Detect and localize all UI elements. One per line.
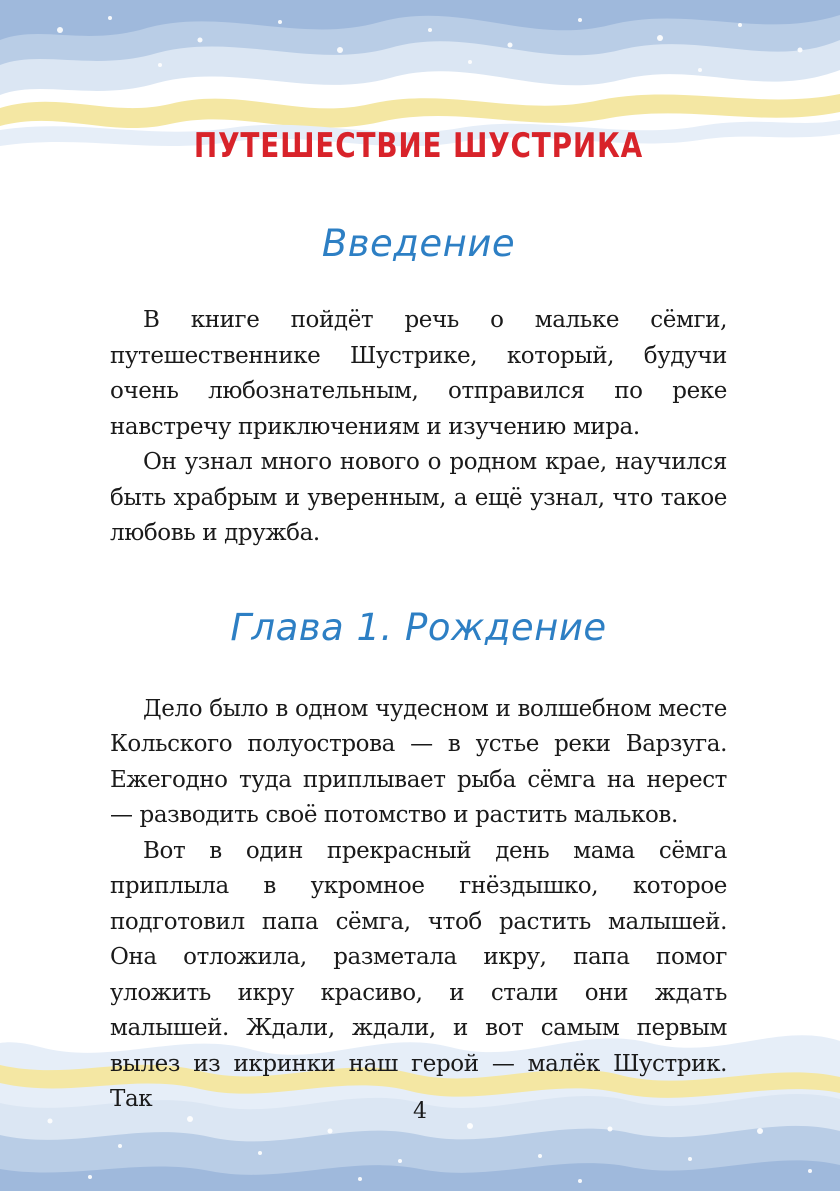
intro-paragraph: Он узнал много нового о родном крае, научился быть храбрым и уверенным, а ещё узнал, что такое любовь и дружба. [110, 449, 727, 546]
page-number: 4 [413, 1099, 427, 1124]
intro-paragraph: В книге пойдёт речь о мальке сёмги, путешественнике Шустрике, который, будучи очень любознательным, отправился по реке навстречу приключениям и изучению мира. [110, 307, 727, 440]
chapter-1-heading: Глава 1. Рождение [230, 605, 607, 649]
book-title: ПУТЕШЕСТВИЕ ШУСТРИКА [193, 126, 644, 166]
intro-heading: Введение [321, 222, 516, 265]
chapter-1-paragraph: Дело было в одном чудесном и волшебном месте Кольского полуострова — в устье реки Варзуга. Ежегодно туда приплывает рыба сёмга на нерест — разводить своё потомство и растить мальков. [110, 695, 727, 828]
chapter-1-paragraph: Вот в один прекрасный день мама сёмга приплыла в укромное гнёздышко, которое подготовил папа сёмга, чтоб растить малышей. Она отложила, разметала икру, папа помог уложить икру красиво, и стали они ждать малышей. Ждали, ждали, и вот самым первым вылез из икринки наш герой — малёк Шустрик. Так [110, 837, 727, 1112]
page-content [110, 120, 727, 1118]
